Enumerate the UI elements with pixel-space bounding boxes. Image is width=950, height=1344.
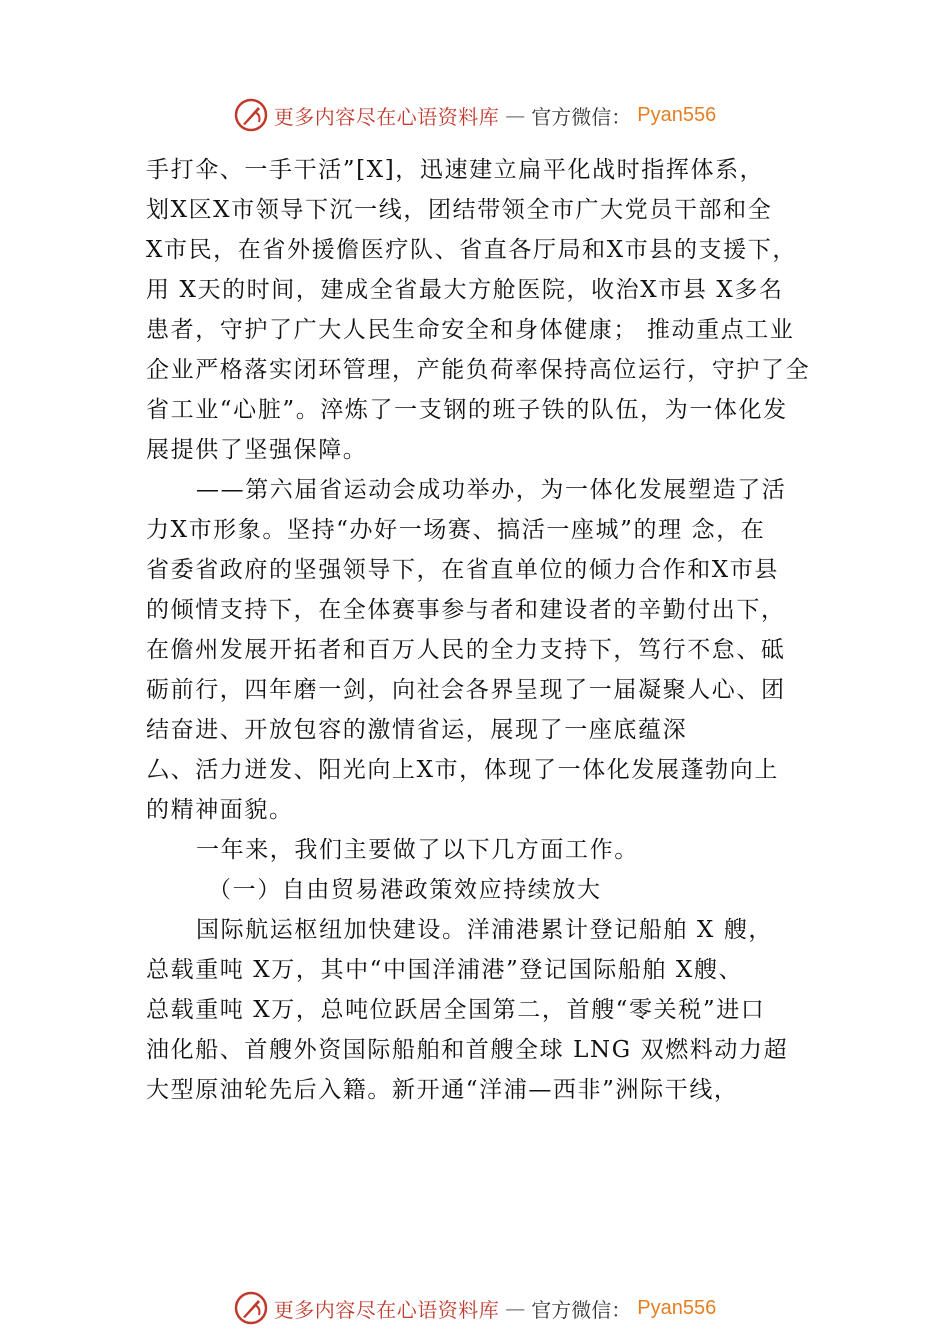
text-line: 省委省政府的坚强领导下，在省直单位的倾力合作和X市县 xyxy=(146,557,779,583)
quill-logo-icon xyxy=(234,1291,268,1325)
watermark-wechat-label: 官方微信： xyxy=(531,104,632,129)
text-line: 划X区X市领导下沉一线，团结带领全市广大党员干部和全 xyxy=(146,197,773,223)
text-line: 的精神面貌。 xyxy=(146,797,294,823)
text-line: 结奋进、开放包容的激情省运，展现了一座底蕴深 xyxy=(146,717,688,743)
watermark-wechat-id: Pyan556 xyxy=(637,1296,717,1319)
section-heading: （一）自由贸易港政策效应持续放大 xyxy=(208,877,602,903)
text-line: 一年来，我们主要做了以下几方面工作。 xyxy=(196,837,639,863)
watermark-separator: — xyxy=(505,103,526,127)
watermark-separator: — xyxy=(505,1296,526,1320)
quill-logo-icon xyxy=(234,98,268,132)
watermark-wechat-label: 官方微信： xyxy=(531,1297,632,1322)
text-line: ——第六届省运动会成功举办，为一体化发展塑造了活 xyxy=(196,477,787,503)
text-line: 企业严格落实闭环管理，产能负荷率保持高位运行，守护了全 xyxy=(146,357,811,383)
text-line: 用 X天的时间，建成全省最大方舱医院，收治X市县 X多名 xyxy=(146,277,784,303)
text-line: 总载重吨 X万，总吨位跃居全国第二，首艘“零关税”进口 xyxy=(146,997,766,1023)
text-line: 砺前行，四年磨一剑，向社会各界呈现了一届凝聚人心、团 xyxy=(146,677,786,703)
header-watermark xyxy=(0,95,950,135)
watermark-site-text: 更多内容尽在心语资料库 xyxy=(273,104,500,129)
document-body xyxy=(146,150,826,1110)
text-line: 展提供了坚强保障。 xyxy=(146,437,368,463)
text-line: 手打伞、一手干活”[X]，迅速建立扁平化战时指挥体系， xyxy=(146,157,765,183)
text-line: 力X市形象。坚持“办好一场赛、搞活一座城”的理 念，在 xyxy=(146,517,766,543)
text-line: 大型原油轮先后入籍。新开通“洋浦—西非”洲际干线， xyxy=(146,1077,739,1103)
text-line: 在儋州发展开拓者和百万人民的全力支持下，笃行不怠、砥 xyxy=(146,637,786,663)
text-line: 的倾情支持下，在全体赛事参与者和建设者的辛勤付出下， xyxy=(146,597,786,623)
watermark-site-text: 更多内容尽在心语资料库 xyxy=(273,1297,500,1322)
text-line: 厶、活力迸发、阳光向上X市，体现了一体化发展蓬勃向上 xyxy=(146,757,779,783)
text-line: 总载重吨 X万，其中“中国洋浦港”登记国际船舶 X艘、 xyxy=(146,957,744,983)
text-line: 国际航运枢纽加快建设。洋浦港累计登记船舶 X 艘， xyxy=(196,917,773,943)
text-line: 患者，守护了广大人民生命安全和身体健康； 推动重点工业 xyxy=(146,317,795,343)
footer-watermark xyxy=(0,1288,950,1328)
text-line: 省工业“心脏”。淬炼了一支钢的班子铁的队伍，为一体化发 xyxy=(146,397,788,423)
watermark-wechat-id: Pyan556 xyxy=(637,103,717,126)
text-line: 油化船、首艘外资国际船舶和首艘全球 LNG 双燃料动力超 xyxy=(146,1037,789,1063)
text-line: X市民，在省外援儋医疗队、省直各厅局和X市县的支援下， xyxy=(146,237,797,263)
